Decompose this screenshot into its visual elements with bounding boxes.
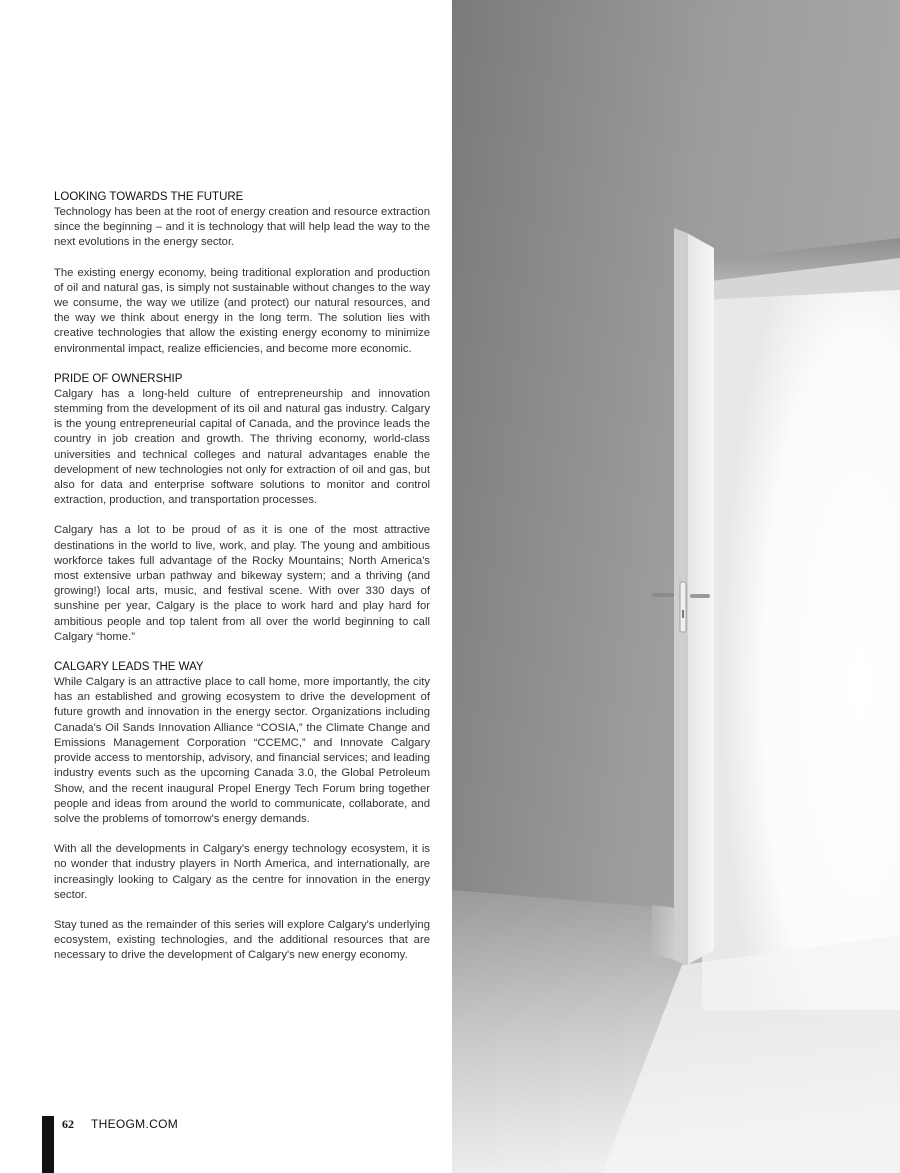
paragraph: Stay tuned as the remainder of this series will explore Calgary's underlying ecosystem, existing technologies, and the additional resources that are necessary to drive the development of Calgary's new energy economy. [54, 918, 430, 962]
footer-accent-bar [42, 1116, 54, 1173]
section-pride [54, 372, 430, 645]
paragraph: While Calgary is an attractive place to call home, more importantly, the city has an established and growing ecosystem to drive the development of future growth and innovation in the energy sector. Organizations including Canada's Oil Sands Innovation Alliance “COSIA,” the Climate Change and Emissions Management Corporation “CCEMC,” and Innovate Calgary provide access to mentorship, advisory, and financial services; and leading industry events such as the upcoming Canada 3.0, the Global Petroleum Show, and the recent inaugural Propel Energy Tech Forum bring together people and ideas from around the world to communicate, collaborate, and solve the problems of tomorrow's energy demands. [54, 676, 430, 825]
open-door-photo [452, 0, 900, 1173]
door-illustration [452, 0, 900, 1173]
page-number: 62 [62, 1117, 74, 1131]
site-name: THEOGM.COM [91, 1117, 178, 1131]
paragraph: Technology has been at the root of energy creation and resource extraction since the beginning – and it is technology that will help lead the way to the next evolutions in the energy sector. [54, 206, 430, 249]
paragraph: Calgary has a lot to be proud of as it is one of the most attractive destinations in the world to live, work, and play. The young and ambitious workforce takes full advantage of the Rocky Mountains; North America's most extensive urban pathway and bikeway system; and a thriving (and growing!) local arts, music, and festival scene. With over 330 days of sunshine per year, Calgary is the place to work hard and play hard for ambitious people and top talent from all over the world beginning to call Calgary “home.” [54, 524, 430, 643]
paragraph: Calgary has a long-held culture of entrepreneurship and innovation stemming from the development of its oil and natural gas industry. Calgary is the young entrepreneurial capital of Canada, and the province leads the country in job creation and growth. The thriving economy, world-class universities and technical colleges and natural advantages enable the development of new technologies not only for extraction of oil and gas, but also for data and enterprise software solutions to monitor and control extraction, production, and transportation processes. [54, 387, 430, 507]
paragraph: With all the developments in Calgary's energy technology ecosystem, it is no wonder that industry players in North America, and internationally, are increasingly looking to Calgary as the centre for innovation in the energy sector. [54, 843, 430, 901]
paragraph: The existing energy economy, being traditional exploration and production of oil and natural gas, is simply not sustainable without changes to the way we consume, the way we utilize (and protect) our natural resources, and the way we think about energy in the long term. The solution lies with creative technologies that allow the existing energy economy to minimize environmental impact, realize efficiencies, and become more economic. [54, 266, 430, 355]
section-heading: LOOKING TOWARDS THE FUTURE [54, 191, 244, 203]
section-future [54, 190, 430, 357]
section-heading: CALGARY LEADS THE WAY [54, 661, 204, 674]
section-calgary-leads [54, 660, 430, 963]
section-heading: PRIDE OF OWNERSHIP [54, 372, 183, 385]
article-body [54, 190, 430, 979]
